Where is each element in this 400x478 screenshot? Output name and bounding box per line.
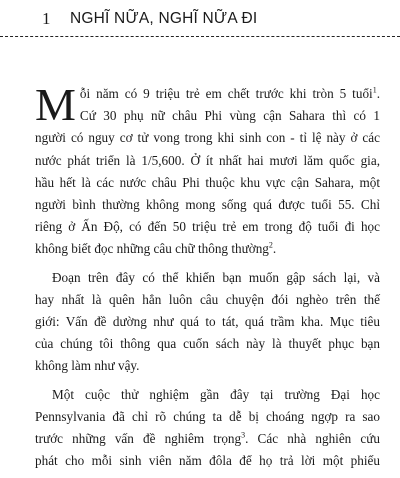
text-line: không biết đọc những câu chữ thông thường$^2$. xyxy=(35,241,277,257)
text-line: hầu hết là các nước châu Phi thuộc khu vực cận Sahara, một xyxy=(35,174,380,190)
header-rule xyxy=(0,36,400,37)
text-line: Một cuộc thử nghiệm gần đây tại trường Đại học xyxy=(52,386,380,402)
text-line: giới: Vấn đề dường như quá to tát, quá trầm kha. Mục tiêu xyxy=(35,314,380,330)
chapter-header xyxy=(0,9,400,29)
text-line: nước phát triển là 1/5,600. Ở ít nhất hai mươi lăm quốc gia, xyxy=(35,152,380,168)
text-line: Pennsylvania đã chỉ rõ chúng ta dễ bị choáng ngợp ra sao xyxy=(35,408,380,424)
footnote-ref[interactable]: 1 xyxy=(372,85,377,95)
paragraph-2 xyxy=(35,267,380,378)
text-line: Đoạn trên đây có thể khiến bạn muốn gập sách lại, và xyxy=(52,269,380,285)
body-text xyxy=(35,79,381,478)
chapter-title: NGHĨ NỮA, NGHĨ NỮA ĐI xyxy=(70,10,258,27)
text-line: phát cho mỗi sinh viên năm đôla để họ trả lời một phiếu xyxy=(35,453,380,469)
paragraph-1 xyxy=(35,79,380,261)
drop-cap: M xyxy=(35,79,76,130)
text-line: người có nguy cơ tử vong trong khi sinh con - tỉ lệ này ở các xyxy=(35,130,380,146)
footnote-ref[interactable]: 3 xyxy=(241,430,246,440)
text-line: riêng ở Ấn Độ, có đến 50 triệu trẻ em trong độ tuổi đi học xyxy=(35,219,380,235)
paragraph-3 xyxy=(35,384,380,473)
text-line: không làm như vậy. xyxy=(35,358,140,374)
chapter-number: 1 xyxy=(42,9,51,28)
text-line: Cứ 30 phụ nữ châu Phi vùng cận Sahara thì có 1 xyxy=(79,108,380,124)
text-line: ỗi năm có 9 triệu trẻ em chết trước khi tròn 5 tuổi$^1$. xyxy=(79,85,380,101)
footnote-ref[interactable]: 2 xyxy=(268,241,273,251)
text-line: hay nhất là quên hẳn luôn câu chuyện đói nghèo trên thế xyxy=(35,291,380,307)
text-line: của chúng tôi thông qua cuốn sách này là thuyết phục bạn xyxy=(35,336,380,352)
text-line: trước những vấn đề nghiêm trọng$^3$. Các nhà nghiên cứu xyxy=(35,430,381,447)
text-line: người bình thường không mong sống quá được tuổi 55. Chỉ xyxy=(35,197,380,213)
